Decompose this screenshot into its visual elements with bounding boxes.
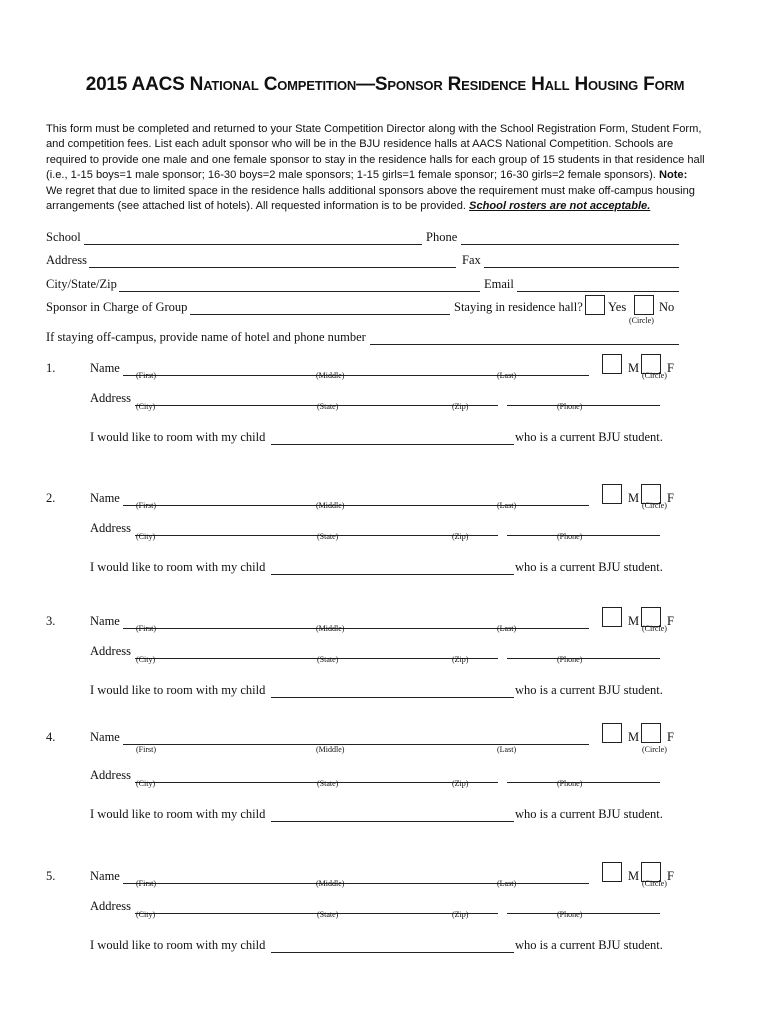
form-instructions (46, 122, 706, 214)
entry-5-phone-hint: (Phone) (557, 910, 583, 919)
rosters-warning: School rosters are not acceptable. (469, 200, 651, 213)
entry-2-zip-hint: (Zip) (452, 532, 469, 541)
entry-2-male-checkbox[interactable] (602, 484, 622, 504)
entry-1-address-label: Address (90, 391, 131, 405)
entry-4-name-field[interactable] (123, 744, 589, 745)
note-text: We regret that due to limited space in the residence halls additional sponsors above the requirement must make off-campus housing arrangements (see attached list of hotels). All requested information is to be provided. (46, 184, 695, 213)
entry-5-circle-hint: (Circle) (642, 879, 667, 888)
fax-field[interactable] (484, 267, 679, 268)
fax-label: Fax (462, 253, 481, 267)
entry-3-middle-hint: (Middle) (316, 624, 345, 633)
entry-4-f-label: F (667, 730, 674, 744)
entry-5-last-hint: (Last) (497, 879, 517, 888)
entry-1-phone-hint: (Phone) (557, 402, 583, 411)
entry-3-phone-hint: (Phone) (557, 655, 583, 664)
entry-2-phone-field[interactable] (507, 535, 660, 536)
entry-3-circle-hint: (Circle) (642, 624, 667, 633)
entry-5-zip-hint: (Zip) (452, 910, 469, 919)
entry-5-name-field[interactable] (123, 883, 589, 884)
entry-5-state-hint: (State) (317, 910, 339, 919)
entry-1-child-name-field[interactable] (271, 444, 514, 445)
entry-5-first-hint: (First) (136, 879, 156, 888)
entry-3-name-field[interactable] (123, 628, 589, 629)
school-field[interactable] (84, 244, 422, 245)
sponsor-in-charge-label: Sponsor in Charge of Group (46, 300, 188, 314)
entry-3-m-label: M (628, 614, 640, 628)
off-campus-label: If staying off-campus, provide name of hotel and phone number (46, 330, 366, 344)
entry-4-number: 4. (46, 730, 56, 744)
entry-4-middle-hint: (Middle) (316, 745, 345, 754)
entry-4-child-name-field[interactable] (271, 821, 514, 822)
entry-5-number: 5. (46, 869, 56, 883)
entry-2-first-hint: (First) (136, 501, 156, 510)
entry-5-room-with-label: I would like to room with my child (90, 938, 266, 952)
entry-3-f-label: F (667, 614, 674, 628)
entry-2-child-name-field[interactable] (271, 574, 514, 575)
entry-2-f-label: F (667, 491, 674, 505)
entry-1-city-hint: (City) (136, 402, 156, 411)
entry-4-phone-hint: (Phone) (557, 779, 583, 788)
entry-3-name-label: Name (90, 614, 120, 628)
instructions-text: This form must be completed and returned to your State Competition Director along with the School Registration Form, Student Form, and competition fees. List each adult sponsor who will be in the BJU residence halls at AACS National Competition. Schools are required to provide one male and one female sponsor to stay in the residence halls for each group of 15 students in that residence hall (i.e., 1-15 boys=1 male sponsor; 16-30 boys=2 male sponsors; 1-15 girls=1 female sponsor; 16-30 girls=2 female sponsors). (46, 123, 705, 182)
entry-5-name-label: Name (90, 869, 120, 883)
entry-1-phone-field[interactable] (507, 405, 660, 406)
entry-1-first-hint: (First) (136, 371, 156, 380)
entry-3-room-with-label: I would like to room with my child (90, 683, 266, 697)
entry-1-name-field[interactable] (123, 375, 589, 376)
entry-4-name-label: Name (90, 730, 120, 744)
entry-1-zip-hint: (Zip) (452, 402, 469, 411)
entry-4-circle-hint: (Circle) (642, 745, 667, 754)
entry-4-city-hint: (City) (136, 779, 156, 788)
entry-3-number: 3. (46, 614, 56, 628)
entry-1-room-with-label: I would like to room with my child (90, 430, 266, 444)
city-state-zip-label: City/State/Zip (46, 277, 117, 291)
entry-4-zip-hint: (Zip) (452, 779, 469, 788)
entry-4-male-checkbox[interactable] (602, 723, 622, 743)
entry-5-m-label: M (628, 869, 640, 883)
entry-2-middle-hint: (Middle) (316, 501, 345, 510)
entry-2-current-student-label: who is a current BJU student. (515, 560, 663, 574)
no-label: No (659, 300, 675, 314)
entry-2-name-field[interactable] (123, 505, 589, 506)
staying-no-checkbox[interactable] (634, 295, 654, 315)
entry-4-m-label: M (628, 730, 640, 744)
entry-5-city-hint: (City) (136, 910, 156, 919)
entry-5-address-label: Address (90, 899, 131, 913)
entry-1-number: 1. (46, 361, 56, 375)
entry-2-room-with-label: I would like to room with my child (90, 560, 266, 574)
entry-5-f-label: F (667, 869, 674, 883)
entry-4-phone-field[interactable] (507, 782, 660, 783)
entry-4-room-with-label: I would like to room with my child (90, 807, 266, 821)
entry-2-state-hint: (State) (317, 532, 339, 541)
note-label: Note: (658, 169, 688, 182)
staying-yes-checkbox[interactable] (585, 295, 605, 315)
entry-4-current-student-label: who is a current BJU student. (515, 807, 663, 821)
entry-1-male-checkbox[interactable] (602, 354, 622, 374)
entry-2-circle-hint: (Circle) (642, 501, 667, 510)
entry-1-current-student-label: who is a current BJU student. (515, 430, 663, 444)
entry-3-city-hint: (City) (136, 655, 156, 664)
entry-1-m-label: M (628, 361, 640, 375)
entry-3-zip-hint: (Zip) (452, 655, 469, 664)
off-campus-hotel-field[interactable] (370, 344, 679, 345)
entry-5-middle-hint: (Middle) (316, 879, 345, 888)
entry-3-state-hint: (State) (317, 655, 339, 664)
entry-1-f-label: F (667, 361, 674, 375)
entry-2-address-label: Address (90, 521, 131, 535)
entry-3-child-name-field[interactable] (271, 697, 514, 698)
phone-label: Phone (426, 230, 458, 244)
city-state-zip-field[interactable] (119, 291, 480, 292)
entry-3-male-checkbox[interactable] (602, 607, 622, 627)
sponsor-in-charge-field[interactable] (190, 314, 450, 315)
entry-3-phone-field[interactable] (507, 658, 660, 659)
entry-3-last-hint: (Last) (497, 624, 517, 633)
entry-5-phone-field[interactable] (507, 913, 660, 914)
entry-1-last-hint: (Last) (497, 371, 517, 380)
entry-1-name-label: Name (90, 361, 120, 375)
staying-circle-hint: (Circle) (629, 316, 654, 325)
entry-4-first-hint: (First) (136, 745, 156, 754)
phone-field[interactable] (461, 244, 679, 245)
form-title: 2015 AACS National Competition—Sponsor Residence Hall Housing Form (85, 74, 685, 95)
staying-residence-label: Staying in residence hall? (454, 300, 583, 314)
entry-2-number: 2. (46, 491, 56, 505)
yes-label: Yes (608, 300, 627, 314)
address-field[interactable] (89, 267, 456, 268)
entry-2-m-label: M (628, 491, 640, 505)
entry-2-phone-hint: (Phone) (557, 532, 583, 541)
entry-5-current-student-label: who is a current BJU student. (515, 938, 663, 952)
entry-2-name-label: Name (90, 491, 120, 505)
entry-1-circle-hint: (Circle) (642, 371, 667, 380)
entry-3-current-student-label: who is a current BJU student. (515, 683, 663, 697)
entry-3-address-label: Address (90, 644, 131, 658)
school-label: School (46, 230, 81, 244)
entry-1-state-hint: (State) (317, 402, 339, 411)
entry-4-female-checkbox[interactable] (641, 723, 661, 743)
email-label: Email (484, 277, 514, 291)
entry-4-last-hint: (Last) (497, 745, 517, 754)
entry-5-male-checkbox[interactable] (602, 862, 622, 882)
entry-1-middle-hint: (Middle) (316, 371, 345, 380)
entry-2-last-hint: (Last) (497, 501, 517, 510)
entry-3-first-hint: (First) (136, 624, 156, 633)
email-field[interactable] (517, 291, 679, 292)
entry-4-address-label: Address (90, 768, 131, 782)
address-label: Address (46, 253, 87, 267)
entry-4-state-hint: (State) (317, 779, 339, 788)
entry-5-child-name-field[interactable] (271, 952, 514, 953)
entry-2-city-hint: (City) (136, 532, 156, 541)
